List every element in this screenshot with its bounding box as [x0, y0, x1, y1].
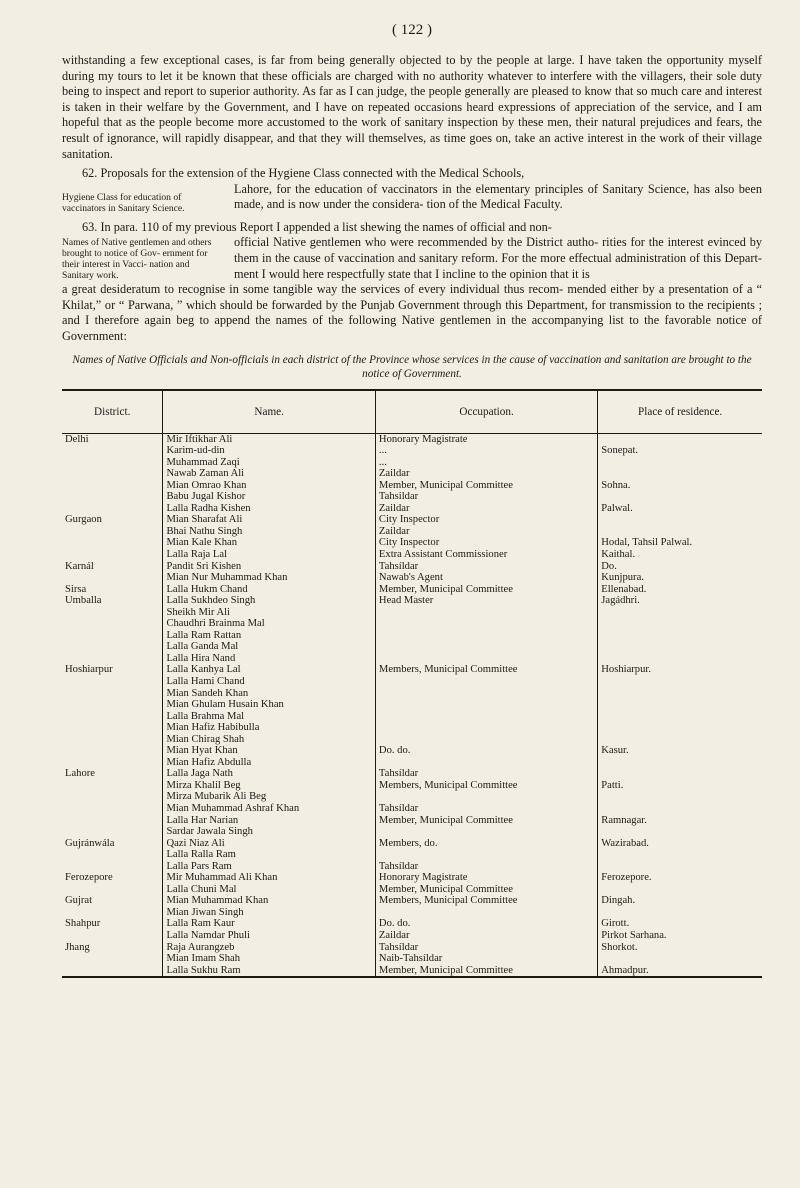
district-cell [62, 653, 163, 665]
table-row [62, 491, 762, 503]
occupation-cell: Tahsildar [375, 491, 597, 503]
occupation-cell [375, 791, 597, 803]
district-cell [62, 688, 163, 700]
place-cell [598, 953, 762, 965]
district-cell [62, 711, 163, 723]
name-cell: Lalla Sukhu Ram [163, 965, 375, 978]
district-cell [62, 491, 163, 503]
district-cell [62, 618, 163, 630]
name-cell: Pandit Sri Kishen [163, 561, 375, 573]
place-cell: Girott. [601, 918, 630, 930]
occupation-cell: Members, Municipal Committee [375, 664, 597, 676]
district-cell [62, 745, 163, 757]
occupation-cell: ... [375, 445, 597, 457]
name-cell: Sheikh Mir Ali [163, 607, 375, 619]
occupation-cell [375, 826, 597, 838]
place-cell [598, 676, 762, 688]
district-cell [62, 526, 163, 538]
place-cell [598, 884, 762, 896]
name-cell: Nawab Zaman Ali [163, 468, 375, 480]
name-cell: Muhammad Zaqi [163, 457, 375, 469]
name-cell: Mian Hafiz Abdulla [163, 757, 375, 769]
district-cell: Gujrat [62, 895, 163, 907]
table-row [62, 884, 762, 896]
name-cell: Mirza Khalil Beg [163, 780, 375, 792]
district-cell [62, 815, 163, 827]
intro-paragraph: withstanding a few exceptional cases, is far from being generally objected to by the people at large. I have taken the opportunity myself during my tours to let it be known that these officials are charged with no authority whatever to interfere with the villagers, their sole duty being to inspect and report to superior authority. As far as I can judge, the people generally are pleased to know that so much care and interest is taken in their welfare by the Government, and I have on repeated occasions heard expressions of appreciation of the service, and I am hopeful that as the people become more accustomed to the work of sanitary inspection by these men, their natural prejudices and fears, the result of ignorance, will rapidly disappear, and that they will themselves, as time goes on, take an active interest in the work of their village sanitation. [62, 53, 762, 161]
header-place: Place of residence. [598, 390, 762, 434]
section-62-body: Lahore, for the education of vaccinators in the elementary principles of Sanitary Science, has also been made, and is now under the considera- tion of the Medical Faculty. [234, 181, 762, 212]
name-cell: Lalla Radha Kishen [163, 503, 375, 515]
district-cell [62, 861, 163, 873]
name-cell: Mian Jiwan Singh [163, 907, 375, 919]
place-cell [598, 803, 762, 815]
table-row [62, 607, 762, 619]
occupation-cell [375, 907, 597, 919]
place-cell: Sohna. [601, 479, 631, 491]
district-cell [62, 803, 163, 815]
table-row [62, 711, 762, 723]
document-page [62, 22, 762, 978]
occupation-cell: Zaildar [375, 526, 597, 538]
place-cell [598, 526, 762, 538]
occupation-cell: Member, Municipal Committee [375, 965, 597, 978]
district-cell [62, 791, 163, 803]
section-62-lead: 62. Proposals for the extension of the Hygiene Class connected with the Medical Schools, [82, 166, 525, 181]
occupation-cell: Tahsíldar [375, 768, 597, 780]
place-cell [598, 688, 762, 700]
name-cell: Lalla Ganda Mal [163, 641, 375, 653]
place-cell: Ferozepore. [601, 872, 652, 884]
table-row [62, 699, 762, 711]
section-63 [62, 235, 762, 282]
place-cell: Hoshiarpur. [601, 664, 651, 676]
occupation-cell: Do. do. [375, 918, 597, 930]
district-cell: Lahore [62, 768, 163, 780]
table-caption: Names of Native Officials and Non-officials in each district of the Province whose services in the cause of vaccination and sanitation are brought to the notice of Government. [72, 353, 752, 380]
district-cell [62, 468, 163, 480]
place-cell: Sonepat. [601, 445, 639, 457]
district-cell: Gurgaon [62, 514, 163, 526]
district-cell [62, 780, 163, 792]
district-cell: Ferozepore [62, 872, 163, 884]
place-cell [598, 630, 762, 642]
name-cell: Lalla Namdar Phuli [163, 930, 375, 942]
occupation-cell: Members, do. [375, 838, 597, 850]
occupation-cell: Extra Assistant Commissioner [375, 549, 597, 561]
district-cell [62, 699, 163, 711]
name-cell: Lalla Har Narian [163, 815, 375, 827]
name-cell: Mian Hyat Khan [163, 745, 375, 757]
place-cell: Ahmadpur. [598, 965, 762, 978]
table-row [62, 734, 762, 746]
occupation-cell: Do. do. [375, 745, 597, 757]
district-cell [62, 457, 163, 469]
place-cell [598, 433, 762, 445]
place-cell [598, 618, 762, 630]
district-cell [62, 572, 163, 584]
name-cell: Raja Aurangzeb [163, 942, 375, 954]
occupation-cell [375, 722, 597, 734]
occupation-cell [375, 734, 597, 746]
name-cell: Mir Iftikhar Ali [163, 433, 375, 445]
occupation-cell: Member, Municipal Committee [375, 815, 597, 827]
table-row [62, 595, 762, 607]
place-cell [598, 653, 762, 665]
occupation-cell: Honorary Magistrate [375, 872, 597, 884]
table-row [62, 433, 762, 445]
section-62 [62, 182, 762, 214]
name-cell: Sardar Jawala Singh [163, 826, 375, 838]
table-row [62, 618, 762, 630]
occupation-cell: City Inspector [375, 537, 597, 549]
occupation-cell [375, 618, 597, 630]
table-row [62, 803, 762, 815]
table-row [62, 965, 762, 978]
table-row [62, 641, 762, 653]
place-cell [598, 791, 762, 803]
occupation-cell: Member, Municipal Committee [375, 584, 597, 596]
section-63-body: official Native gentlemen who were recommended by the District autho- rities for the interest evinced by them in the cause of vaccination and sanitary reform. For the more effectual administration of this Depart- ment I would here respectfully state that I incline to the opinion that it is [234, 235, 762, 281]
occupation-cell: Honorary Magistrate [375, 433, 597, 445]
district-cell [62, 965, 163, 978]
place-cell [598, 607, 762, 619]
place-cell [598, 641, 762, 653]
place-cell: Palwal. [601, 502, 633, 514]
district-cell: Hoshiarpur [62, 664, 163, 676]
table-row [62, 872, 762, 884]
district-cell: Delhi [62, 433, 163, 445]
occupation-cell: Member, Municipal Committee [375, 884, 597, 896]
section-63-side-note: Names of Native gentlemen and others brought to notice of Gov- ernment for their interest in Vacci- nation and Sanitary work. [62, 237, 212, 282]
name-cell: Lalla Pars Ram [163, 861, 375, 873]
district-cell [62, 826, 163, 838]
place-cell [598, 514, 762, 526]
district-cell [62, 907, 163, 919]
occupation-cell: Members, Municipal Committee [375, 780, 597, 792]
district-cell [62, 953, 163, 965]
table-row [62, 815, 762, 827]
district-cell [62, 480, 163, 492]
name-cell: Chaudhri Brainma Mal [163, 618, 375, 630]
occupation-cell: Tahsíldar [375, 561, 597, 573]
occupation-cell: Zaildar [375, 468, 597, 480]
occupation-cell [375, 676, 597, 688]
place-cell [598, 722, 762, 734]
occupation-cell [375, 849, 597, 861]
name-cell: Mian Muhammad Ashraf Khan [163, 803, 375, 815]
district-cell [62, 734, 163, 746]
district-cell [62, 849, 163, 861]
table-row [62, 745, 762, 757]
occupation-cell [375, 699, 597, 711]
district-cell: Jhang [62, 942, 163, 954]
district-cell [62, 676, 163, 688]
name-cell: Mian Imam Shah [163, 953, 375, 965]
place-cell [598, 711, 762, 723]
district-cell [62, 630, 163, 642]
name-cell: Mian Chirag Shah [163, 734, 375, 746]
occupation-cell [375, 757, 597, 769]
occupation-cell [375, 641, 597, 653]
place-cell [598, 468, 762, 480]
table-row [62, 918, 762, 930]
occupation-cell: Zaildar [375, 930, 597, 942]
district-cell [62, 930, 163, 942]
occupation-cell: Zaildar [375, 503, 597, 515]
header-occupation: Occupation. [375, 390, 597, 434]
occupation-cell [375, 630, 597, 642]
place-cell: Dingah. [601, 895, 636, 907]
table-row [62, 722, 762, 734]
occupation-cell [375, 653, 597, 665]
place-cell: Hodal, Tahsil Palwal. [601, 537, 693, 549]
name-cell: Lalla Brahma Mal [163, 711, 375, 723]
name-cell: Mir Muhammad Ali Khan [163, 872, 375, 884]
district-cell [62, 549, 163, 561]
table-row [62, 457, 762, 469]
table-row [62, 907, 762, 919]
table-row [62, 688, 762, 700]
name-cell: Lalla Hira Nand [163, 653, 375, 665]
place-cell [598, 861, 762, 873]
table-row [62, 526, 762, 538]
name-cell: Karim-ud-din [163, 445, 375, 457]
table-row [62, 757, 762, 769]
table-row [62, 549, 762, 561]
place-cell [598, 757, 762, 769]
place-cell: Kunjpura. [601, 572, 644, 584]
header-name: Name. [163, 390, 375, 434]
district-cell: Sirsa [62, 584, 163, 596]
district-cell [62, 607, 163, 619]
table-row [62, 561, 762, 573]
place-cell [598, 734, 762, 746]
name-cell: Lalla Raja Lal [163, 549, 375, 561]
name-cell: Lalla Hukm Chand [163, 584, 375, 596]
district-cell: Gujránwála [62, 838, 163, 850]
table-row [62, 514, 762, 526]
district-cell: Shahpur [62, 918, 163, 930]
table-row [62, 838, 762, 850]
name-cell: Mirza Mubarik Ali Beg [163, 791, 375, 803]
occupation-cell: Naib-Tahsíldar [375, 953, 597, 965]
table-row [62, 861, 762, 873]
table-body [62, 433, 762, 977]
place-cell: Jagádhri. [601, 595, 640, 607]
name-cell: Mian Omrao Khan [163, 480, 375, 492]
name-cell: Lalla Hami Chand [163, 676, 375, 688]
place-cell [598, 907, 762, 919]
place-cell [598, 699, 762, 711]
table-row [62, 780, 762, 792]
name-cell: Babu Jugal Kishor [163, 491, 375, 503]
occupation-cell: Members, Municipal Committee [375, 895, 597, 907]
district-cell [62, 503, 163, 515]
district-cell: Umballa [62, 595, 163, 607]
table-row [62, 953, 762, 965]
occupation-cell: Tahsíldar [375, 861, 597, 873]
name-cell: Lalla Kanhya Lal [163, 664, 375, 676]
name-cell: Lalla Ralla Ram [163, 849, 375, 861]
table-row [62, 630, 762, 642]
district-cell [62, 445, 163, 457]
name-cell: Lalla Chuni Mal [163, 884, 375, 896]
occupation-cell [375, 607, 597, 619]
table-row [62, 653, 762, 665]
table-row [62, 480, 762, 492]
place-cell: Ramnagar. [601, 814, 647, 826]
table-row [62, 768, 762, 780]
place-cell: Kaithal. [601, 548, 636, 560]
section-63-rest: a great desideratum to recognise in some tangible way the services of every individual thus recom- mended either by a presentation of a “ Khilat,” or “ Parwana, ” which should be forwarded by the Punjab Government through this Department, for transmission to the recipients ; and I therefore again beg to append the names of the following Native gentlemen in the accompanying list to the favorable notice of Government: [62, 282, 762, 343]
table-row [62, 584, 762, 596]
place-cell: Shorkot. [601, 941, 638, 953]
name-cell: Bhai Nathu Singh [163, 526, 375, 538]
table-row [62, 468, 762, 480]
district-cell [62, 722, 163, 734]
name-cell: Mian Hafiz Habibulla [163, 722, 375, 734]
place-cell: Wazirabad. [601, 837, 649, 849]
occupation-cell: Member, Municipal Committee [375, 480, 597, 492]
occupation-cell: ... [375, 457, 597, 469]
table-row [62, 942, 762, 954]
name-cell: Mian Muhammad Khan [163, 895, 375, 907]
district-cell [62, 757, 163, 769]
place-cell: Patti. [601, 779, 624, 791]
name-cell: Mian Kale Khan [163, 537, 375, 549]
place-cell: Ellenabad. [601, 583, 647, 595]
name-cell: Lalla Ram Kaur [163, 918, 375, 930]
name-cell: Lalla Ram Rattan [163, 630, 375, 642]
district-cell [62, 884, 163, 896]
occupation-cell [375, 688, 597, 700]
names-table [62, 389, 762, 979]
place-cell [598, 768, 762, 780]
name-cell: Mian Ghulam Husain Khan [163, 699, 375, 711]
place-cell [598, 457, 762, 469]
occupation-cell: Nawab's Agent [375, 572, 597, 584]
occupation-cell: Head Master [375, 595, 597, 607]
place-cell [598, 826, 762, 838]
header-district: District. [62, 390, 163, 434]
district-cell [62, 641, 163, 653]
table-row [62, 791, 762, 803]
table-row [62, 503, 762, 515]
table-row [62, 676, 762, 688]
page-number: ( 122 ) [392, 22, 432, 38]
occupation-cell [375, 711, 597, 723]
section-63-lead: 63. In para. 110 of my previous Report I appended a list shewing the names of official and non- [82, 219, 552, 234]
table-row [62, 572, 762, 584]
place-cell [598, 491, 762, 503]
place-cell: Do. [601, 560, 617, 572]
table-row [62, 895, 762, 907]
name-cell: Mian Nur Muhammad Khan [163, 572, 375, 584]
table-row [62, 537, 762, 549]
district-cell [62, 537, 163, 549]
occupation-cell: Tahsíldar [375, 803, 597, 815]
place-cell: Kasur. [601, 745, 629, 757]
name-cell: Qazi Niaz Ali [163, 838, 375, 850]
table-row [62, 849, 762, 861]
section-62-side-note: Hygiene Class for education of vaccinators in Sanitary Science. [62, 191, 185, 214]
name-cell: Mian Sandeh Khan [163, 688, 375, 700]
table-row [62, 930, 762, 942]
occupation-cell: City Inspector [375, 514, 597, 526]
place-cell [598, 849, 762, 861]
district-cell: Karnál [62, 561, 163, 573]
table-row [62, 664, 762, 676]
table-row [62, 445, 762, 457]
table-row [62, 826, 762, 838]
place-cell: Pirkot Sarhana. [601, 930, 667, 942]
name-cell: Mian Sharafat Ali [163, 514, 375, 526]
occupation-cell: Tahsíldar [375, 942, 597, 954]
name-cell: Lalla Sukhdeo Singh [163, 595, 375, 607]
name-cell: Lalla Jaga Nath [163, 768, 375, 780]
